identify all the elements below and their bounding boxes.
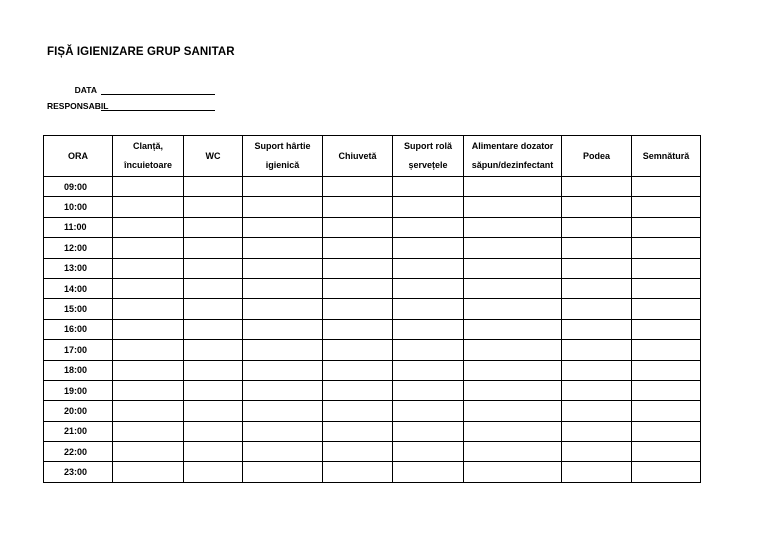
entry-cell[interactable] <box>393 360 464 380</box>
entry-cell[interactable] <box>113 401 184 421</box>
header-towel-holder: Suport rolă șervețele <box>393 136 464 177</box>
header-wc: WC <box>184 136 243 177</box>
entry-cell[interactable] <box>113 360 184 380</box>
entry-cell[interactable] <box>632 217 701 237</box>
entry-cell[interactable] <box>562 462 632 482</box>
entry-cell[interactable] <box>184 319 243 339</box>
hour-cell: 15:00 <box>44 299 113 319</box>
entry-cell[interactable] <box>243 462 323 482</box>
entry-cell[interactable] <box>632 401 701 421</box>
hour-cell: 11:00 <box>44 217 113 237</box>
entry-cell[interactable] <box>184 238 243 258</box>
entry-cell[interactable] <box>323 340 393 360</box>
entry-cell[interactable] <box>323 177 393 197</box>
table-row <box>44 360 701 380</box>
table-row <box>44 258 701 278</box>
entry-cell[interactable] <box>562 442 632 462</box>
entry-cell[interactable] <box>562 238 632 258</box>
entry-cell[interactable] <box>243 299 323 319</box>
entry-cell[interactable] <box>464 299 562 319</box>
hour-cell: 22:00 <box>44 442 113 462</box>
entry-cell[interactable] <box>113 299 184 319</box>
entry-cell[interactable] <box>184 258 243 278</box>
entry-cell[interactable] <box>243 177 323 197</box>
entry-cell[interactable] <box>562 360 632 380</box>
entry-cell[interactable] <box>184 462 243 482</box>
entry-cell[interactable] <box>323 217 393 237</box>
table-row <box>44 197 701 217</box>
table-row <box>44 238 701 258</box>
entry-cell[interactable] <box>464 360 562 380</box>
entry-cell[interactable] <box>323 401 393 421</box>
entry-cell[interactable] <box>632 299 701 319</box>
entry-cell[interactable] <box>562 401 632 421</box>
entry-cell[interactable] <box>243 421 323 441</box>
entry-cell[interactable] <box>113 278 184 298</box>
entry-cell[interactable] <box>393 278 464 298</box>
entry-cell[interactable] <box>464 177 562 197</box>
entry-cell[interactable] <box>464 380 562 400</box>
entry-cell[interactable] <box>184 177 243 197</box>
entry-cell[interactable] <box>632 177 701 197</box>
entry-cell[interactable] <box>243 319 323 339</box>
entry-cell[interactable] <box>113 421 184 441</box>
entry-cell[interactable] <box>323 197 393 217</box>
entry-cell[interactable] <box>562 421 632 441</box>
entry-cell[interactable] <box>464 462 562 482</box>
entry-cell[interactable] <box>113 380 184 400</box>
table-row <box>44 278 701 298</box>
entry-cell[interactable] <box>393 421 464 441</box>
entry-cell[interactable] <box>243 340 323 360</box>
entry-cell[interactable] <box>632 258 701 278</box>
entry-cell[interactable] <box>562 177 632 197</box>
hour-cell: 16:00 <box>44 319 113 339</box>
date-label: DATA <box>74 85 97 95</box>
entry-cell[interactable] <box>562 258 632 278</box>
date-field <box>47 85 215 95</box>
hour-cell: 17:00 <box>44 340 113 360</box>
entry-cell[interactable] <box>562 278 632 298</box>
header-signature: Semnătură <box>632 136 701 177</box>
entry-cell[interactable] <box>243 197 323 217</box>
entry-cell[interactable] <box>113 238 184 258</box>
hour-cell: 12:00 <box>44 238 113 258</box>
entry-cell[interactable] <box>243 401 323 421</box>
entry-cell[interactable] <box>184 360 243 380</box>
header-sink: Chiuvetă <box>323 136 393 177</box>
entry-cell[interactable] <box>113 258 184 278</box>
entry-cell[interactable] <box>632 278 701 298</box>
cleaning-log-table <box>43 135 701 483</box>
entry-cell[interactable] <box>464 238 562 258</box>
entry-cell[interactable] <box>184 197 243 217</box>
entry-cell[interactable] <box>243 258 323 278</box>
entry-cell[interactable] <box>184 217 243 237</box>
entry-cell[interactable] <box>323 380 393 400</box>
entry-cell[interactable] <box>184 299 243 319</box>
entry-cell[interactable] <box>393 299 464 319</box>
entry-cell[interactable] <box>632 197 701 217</box>
entry-cell[interactable] <box>632 421 701 441</box>
entry-cell[interactable] <box>632 442 701 462</box>
entry-cell[interactable] <box>464 217 562 237</box>
entry-cell[interactable] <box>562 217 632 237</box>
table-row <box>44 380 701 400</box>
entry-cell[interactable] <box>562 299 632 319</box>
entry-cell[interactable] <box>323 442 393 462</box>
header-soap-dispenser: Alimentare dozator săpun/dezinfectant <box>464 136 562 177</box>
hour-cell: 09:00 <box>44 177 113 197</box>
entry-cell[interactable] <box>184 421 243 441</box>
entry-cell[interactable] <box>464 401 562 421</box>
entry-cell[interactable] <box>632 340 701 360</box>
entry-cell[interactable] <box>323 360 393 380</box>
entry-cell[interactable] <box>464 278 562 298</box>
entry-cell[interactable] <box>113 197 184 217</box>
entry-cell[interactable] <box>323 299 393 319</box>
table-row <box>44 319 701 339</box>
entry-cell[interactable] <box>113 462 184 482</box>
entry-cell[interactable] <box>632 462 701 482</box>
entry-cell[interactable] <box>184 401 243 421</box>
entry-cell[interactable] <box>393 197 464 217</box>
entry-cell[interactable] <box>393 319 464 339</box>
entry-cell[interactable] <box>323 278 393 298</box>
entry-cell[interactable] <box>113 177 184 197</box>
hour-cell: 18:00 <box>44 360 113 380</box>
entry-cell[interactable] <box>113 319 184 339</box>
entry-cell[interactable] <box>393 462 464 482</box>
table-row <box>44 421 701 441</box>
entry-cell[interactable] <box>393 258 464 278</box>
hour-cell: 13:00 <box>44 258 113 278</box>
entry-cell[interactable] <box>393 442 464 462</box>
hour-cell: 21:00 <box>44 421 113 441</box>
table-body <box>44 177 701 483</box>
entry-cell[interactable] <box>243 380 323 400</box>
entry-cell[interactable] <box>464 319 562 339</box>
entry-cell[interactable] <box>632 360 701 380</box>
entry-cell[interactable] <box>464 442 562 462</box>
entry-cell[interactable] <box>464 197 562 217</box>
header-toilet-paper-holder: Suport hârtie igienică <box>243 136 323 177</box>
entry-cell[interactable] <box>323 238 393 258</box>
entry-cell[interactable] <box>184 442 243 462</box>
entry-cell[interactable] <box>393 177 464 197</box>
responsible-field <box>47 101 215 111</box>
date-blank-line <box>101 85 215 95</box>
entry-cell[interactable] <box>184 278 243 298</box>
entry-cell[interactable] <box>323 258 393 278</box>
table-row <box>44 462 701 482</box>
hour-cell: 20:00 <box>44 401 113 421</box>
entry-cell[interactable] <box>113 340 184 360</box>
table-row <box>44 177 701 197</box>
entry-cell[interactable] <box>323 319 393 339</box>
entry-cell[interactable] <box>393 401 464 421</box>
entry-cell[interactable] <box>562 380 632 400</box>
entry-cell[interactable] <box>562 340 632 360</box>
hour-cell: 10:00 <box>44 197 113 217</box>
header-hour: ORA <box>44 136 113 177</box>
entry-cell[interactable] <box>243 217 323 237</box>
table-row <box>44 217 701 237</box>
entry-cell[interactable] <box>323 421 393 441</box>
entry-cell[interactable] <box>393 380 464 400</box>
entry-cell[interactable] <box>184 340 243 360</box>
entry-cell[interactable] <box>113 217 184 237</box>
header-handle-lock: Clanță, încuietoare <box>113 136 184 177</box>
entry-cell[interactable] <box>464 421 562 441</box>
entry-cell[interactable] <box>323 462 393 482</box>
table-row <box>44 442 701 462</box>
hour-cell: 14:00 <box>44 278 113 298</box>
entry-cell[interactable] <box>243 442 323 462</box>
entry-cell[interactable] <box>243 238 323 258</box>
entry-cell[interactable] <box>464 258 562 278</box>
document-title: FIȘĂ IGIENIZARE GRUP SANITAR <box>47 46 235 58</box>
entry-cell[interactable] <box>243 360 323 380</box>
entry-cell[interactable] <box>113 442 184 462</box>
entry-cell[interactable] <box>632 380 701 400</box>
hour-cell: 23:00 <box>44 462 113 482</box>
responsible-blank-line <box>101 101 215 111</box>
header-row <box>44 136 701 177</box>
table-row <box>44 299 701 319</box>
responsible-label: RESPONSABIL <box>47 101 109 111</box>
entry-cell[interactable] <box>243 278 323 298</box>
entry-cell[interactable] <box>393 238 464 258</box>
entry-cell[interactable] <box>464 340 562 360</box>
table-row <box>44 340 701 360</box>
header-floor: Podea <box>562 136 632 177</box>
entry-cell[interactable] <box>393 217 464 237</box>
entry-cell[interactable] <box>562 197 632 217</box>
entry-cell[interactable] <box>632 238 701 258</box>
entry-cell[interactable] <box>393 340 464 360</box>
entry-cell[interactable] <box>184 380 243 400</box>
table-row <box>44 401 701 421</box>
hour-cell: 19:00 <box>44 380 113 400</box>
entry-cell[interactable] <box>562 319 632 339</box>
entry-cell[interactable] <box>632 319 701 339</box>
